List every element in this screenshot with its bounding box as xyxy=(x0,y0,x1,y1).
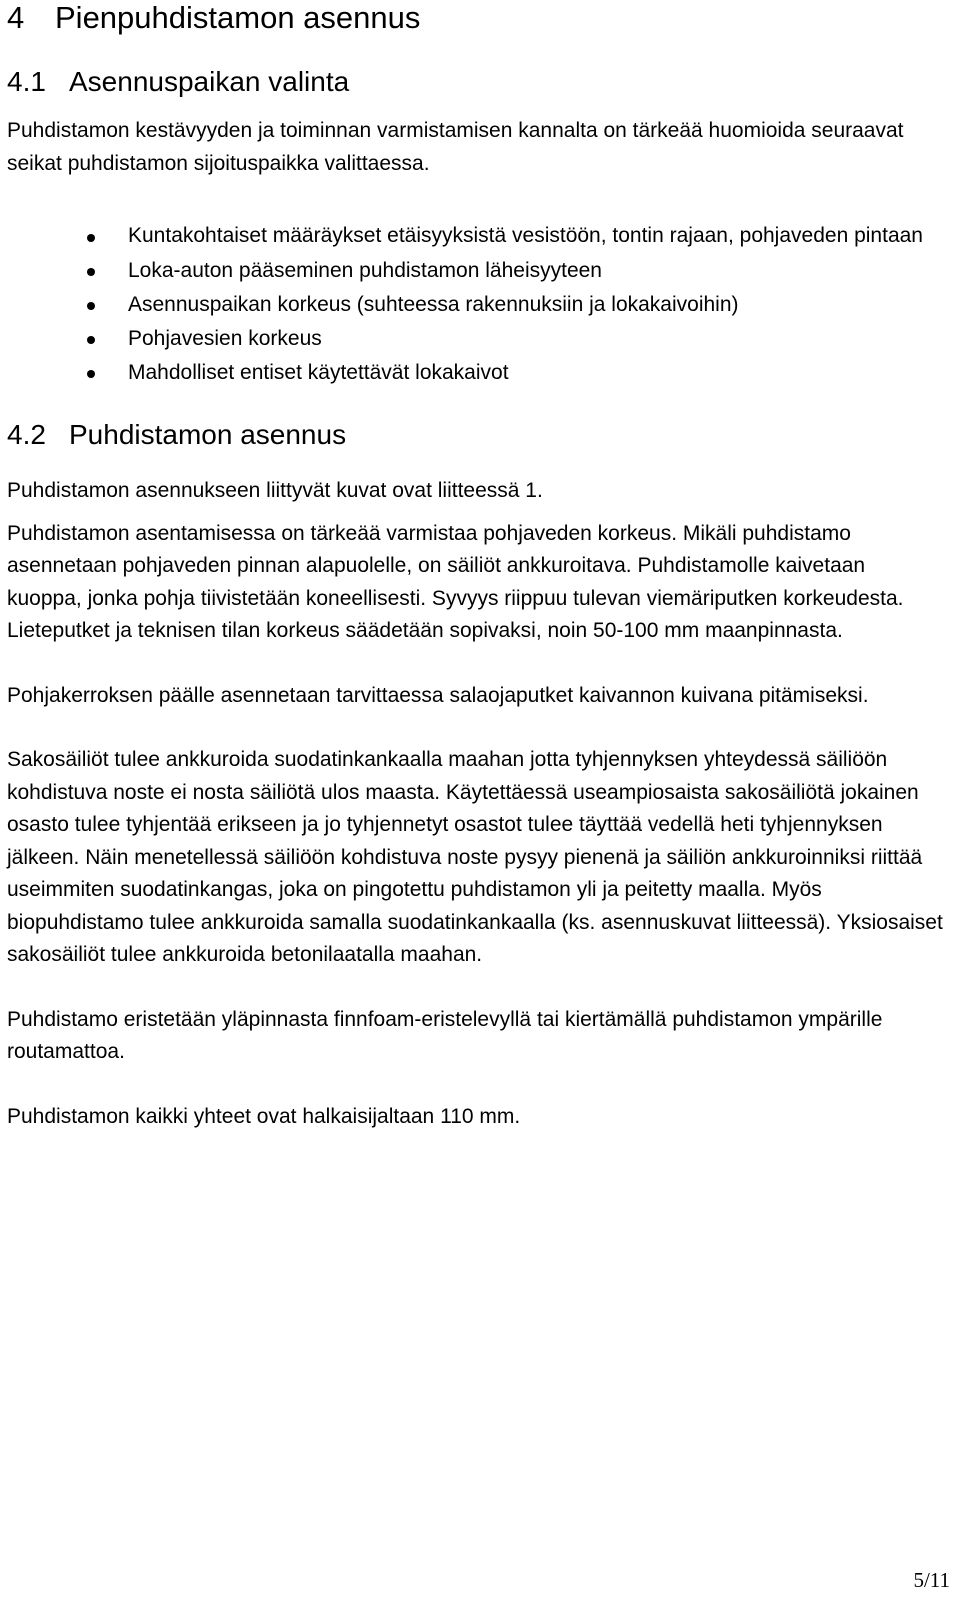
section-number: 4.2 xyxy=(7,419,46,450)
paragraph: Puhdistamon asennukseen liittyvät kuvat ovat liitteessä 1. xyxy=(7,479,543,502)
list-item: Asennuspaikan korkeus (suhteessa rakennuksiin ja lokakaivoihin) xyxy=(7,288,953,322)
list-item: Pohjavesien korkeus xyxy=(7,322,953,356)
document-page xyxy=(7,0,953,1133)
chapter-title: Pienpuhdistamon asennus xyxy=(55,0,421,35)
chapter-heading xyxy=(7,0,953,36)
bullet-icon xyxy=(87,268,95,276)
bullet-icon xyxy=(87,302,95,310)
paragraph: Sakosäiliöt tulee ankkuroida suodatinkankaalla maahan jotta tyhjennyksen yhteydessä säiliöön kohdistuva noste ei nosta säiliötä ulos maasta. Käytettäessä useampiosaista sakosäiliötä jokainen osasto tulee tyhjentää erikseen ja jo tyhjennetyt osastot tulee täyttää vedellä heti tyhjennyksen jälkeen. Näin menetellessä säiliöön kohdistuva noste pysyy pienenä ja säiliön ankkuroinniksi riittää useimmiten suodatinkangas, joka on pingotettu puhdistamon yli ja peitetty maalla. Myös biopuhdistamo tulee ankkuroida samalla suodatinkankaalla (ks. asennuskuvat liitteessä). Yksiosaiset sakosäiliöt tulee ankkuroida betonilaatalla maahan. xyxy=(7,748,943,966)
list-item: Kuntakohtaiset määräykset etäisyyksistä vesistöön, tontin rajaan, pohjaveden pintaan xyxy=(7,220,953,251)
section-heading-4-2 xyxy=(7,418,953,452)
section-title: Asennuspaikan valinta xyxy=(69,66,350,97)
section-heading-4-1 xyxy=(7,65,953,99)
section-intro: Puhdistamon kestävyyden ja toiminnan varmistamisen kannalta on tärkeää huomioida seuraavat seikat puhdistamon sijoituspaikka valittaessa. xyxy=(7,119,904,175)
bullet-icon xyxy=(87,234,95,242)
paragraph: Puhdistamon asentamisessa on tärkeää varmistaa pohjaveden korkeus. Mikäli puhdistamo asennetaan pohjaveden pinnan alapuolelle, on säiliöt ankkuroitava. Puhdistamolle kaivetaan kuoppa, jonka pohja tiivistetään koneellisesti. Syvyys riippuu tulevan viemäriputken korkeudesta. Lieteputket ja teknisen tilan korkeus säädetään sopivaksi, noin 50-100 mm maanpinnasta. xyxy=(7,521,904,642)
page-number: 5/11 xyxy=(913,1568,950,1592)
paragraph: Pohjakerroksen päälle asennetaan tarvittaessa salaojaputket kaivannon kuivana pitämiseksi. xyxy=(7,683,869,707)
paragraph: Puhdistamon kaikki yhteet ovat halkaisijaltaan 110 mm. xyxy=(7,1104,521,1128)
chapter-number: 4 xyxy=(7,0,25,35)
list-item: Loka-auton pääseminen puhdistamon läheisyyteen xyxy=(7,254,953,288)
bullet-list xyxy=(7,220,953,390)
list-item: Mahdolliset entiset käytettävät lokakaivot xyxy=(7,356,953,390)
section-number: 4.1 xyxy=(7,66,46,97)
section-title: Puhdistamon asennus xyxy=(69,419,347,450)
paragraph: Puhdistamo eristetään yläpinnasta finnfoam-eristelevyllä tai kiertämällä puhdistamon ympärille routamattoa. xyxy=(7,1007,883,1063)
bullet-icon xyxy=(87,370,95,378)
bullet-icon xyxy=(87,336,95,344)
